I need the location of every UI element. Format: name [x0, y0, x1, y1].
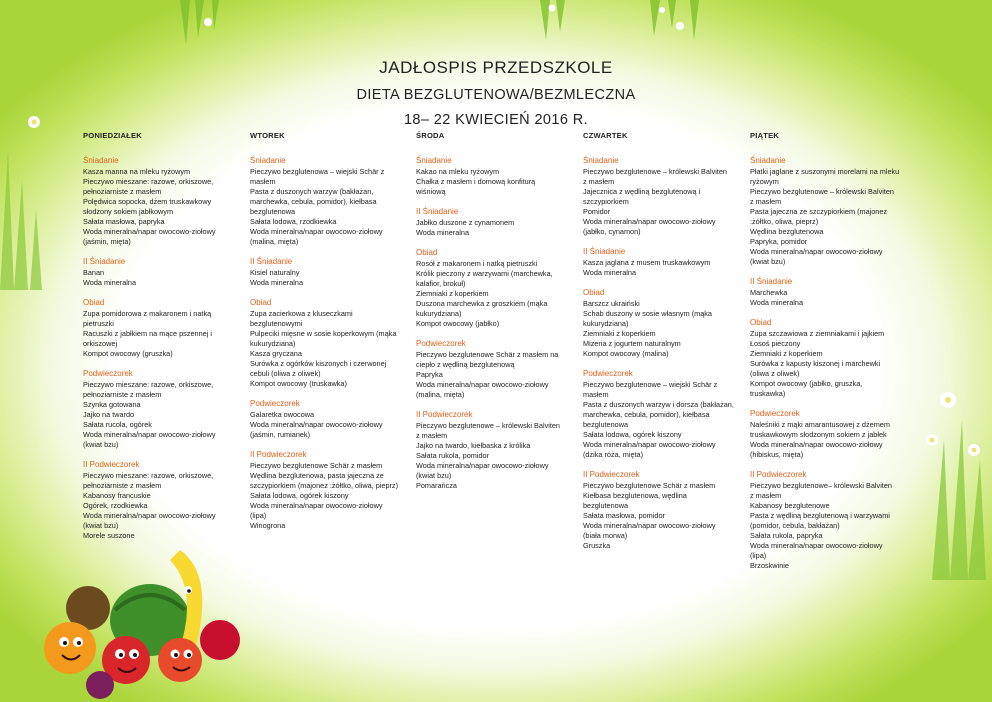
meal-item: Woda mineralna/napar owocowo-ziołowy [416, 461, 549, 470]
meal-item: Jajecznica z wędliną bezglutenową i [583, 187, 701, 196]
meal-item: Ogórek, rzodkiewka [83, 501, 148, 510]
meal-item: kukurydziana) [583, 319, 629, 328]
meal-title: II Śniadanie [750, 277, 793, 286]
meal-title: II Podwieczorek [250, 450, 307, 459]
meal-title: II Podwieczorek [583, 470, 640, 479]
meal-item: Płatki jaglane z suszonymi morelami na mleku [750, 167, 900, 176]
meal-item: Jajko na twardo [83, 410, 135, 419]
meal-title: II Śniadanie [583, 247, 626, 256]
meal-item: Pieczywo mieszane: razowe, orkiszowe, [83, 380, 214, 389]
meal-item: Kisiel naturalny [250, 268, 300, 277]
meal-item: Pulpeciki mięsne w sosie koperkowym (mąka [250, 329, 397, 338]
meal-item: (jaśmin, rumianek) [250, 430, 311, 439]
meal-item: Woda mineralna/napar owocowo-ziołowy [250, 227, 383, 236]
meal-item: Szynka gotowana [83, 400, 141, 409]
day-column-piatek [750, 131, 910, 571]
meal-item: Pieczywo bezglutenowe Schär z masłem [250, 461, 383, 470]
meal-item: Kiełbasa bezglutenowa, wędlina [583, 491, 687, 500]
meal-title: II Podwieczorek [750, 470, 807, 479]
meal-item: Papryka [416, 370, 443, 379]
meal-item: truskawkowym słodzonym sokiem z jabłek [750, 430, 887, 439]
meal-item: kukurydziana) [416, 309, 462, 318]
meal-item: Sałata lodowa, ogórek kiszony [583, 430, 682, 439]
meal-title: II Podwieczorek [416, 410, 473, 419]
day-name: PIĄTEK [750, 131, 780, 140]
meal-item: Sałata rukola, papryka [750, 531, 823, 540]
meal-item: Zupa szczawiowa z ziemniakami i jajkiem [750, 329, 885, 338]
fruits-illustration [30, 520, 260, 702]
meal-title: Śniadanie [250, 156, 286, 165]
meal-item: Kompot owocowy (truskawka) [250, 379, 347, 388]
meal-item: słodzony sokiem jabłkowym [83, 207, 174, 216]
meal-item: (lipa) [750, 551, 767, 560]
meal-item: bezglutenowa [250, 207, 296, 216]
meal-item: Barszcz ukraiński [583, 299, 640, 308]
meal-item: Woda mineralna/napar owocowo-ziołowy [83, 227, 216, 236]
meal-item: bezglutenowa [583, 501, 629, 510]
meal-item: Zupa zacierkowa z kluseczkami [250, 309, 353, 318]
meal-item: Pieczywo bezglutenowe Schär z masłem [583, 481, 716, 490]
meal-title: II Śniadanie [416, 207, 459, 216]
meal-item: (biała morwa) [583, 531, 628, 540]
meal-title: Śniadanie [83, 156, 119, 165]
meal-item: Racuszki z jabłkiem na mące pszennej i [83, 329, 212, 338]
meal-item: Kompot owocowy (malina) [583, 349, 669, 358]
meal-title: Śniadanie [750, 156, 786, 165]
meal-item: masłem [250, 177, 276, 186]
meal-item: Surówka z ogórków kiszonych i czerwonej [250, 359, 387, 368]
meal-title: Podwieczorek [583, 369, 633, 378]
meal-title: Obiad [750, 318, 772, 327]
meal-item: cebuli (oliwa z oliwek) [250, 369, 321, 378]
meal-item: szczypiorkiem (majonez :żółtko, oliwa, pieprz) [250, 481, 399, 490]
meal-item: Pieczywo bezglutenowa – wiejski Schär z [250, 167, 385, 176]
meal-title: II Śniadanie [250, 257, 293, 266]
day-column-poniedzialek [83, 131, 233, 541]
meal-item: Kompot owocowy (jabłko, gruszka, [750, 379, 863, 388]
meal-item: Sałata masłowa, papryka [83, 217, 165, 226]
meal-item: (kwiat bzu) [750, 257, 786, 266]
meal-item: Ziemniaki z koperkiem [416, 289, 489, 298]
meal-title: Śniadanie [416, 156, 452, 165]
day-column-sroda [416, 131, 574, 491]
meal-item: Mizeria z jogurtem naturalnym [583, 339, 681, 348]
meal-title: Podwieczorek [83, 369, 133, 378]
meal-item: Rosół z makaronem i natką pietruszki [416, 259, 538, 268]
meal-item: :żółtko, oliwa, pieprz) [750, 217, 819, 226]
day-name: CZWARTEK [583, 131, 628, 140]
meal-item: bezglutenowymi [250, 319, 303, 328]
day-column-czwartek [583, 131, 741, 551]
meal-item: Banan [83, 268, 105, 277]
meal-item: bezglutenowa [583, 420, 629, 429]
meal-item: Kabanosy bezglutenowe [750, 501, 830, 510]
meal-title: Obiad [583, 288, 605, 297]
meal-title: Podwieczorek [750, 409, 800, 418]
meal-title: II Podwieczorek [83, 460, 140, 469]
meal-item: Galaretka owocowa [250, 410, 315, 419]
meal-item: Winogrona [250, 521, 286, 530]
meal-item: Sałata lodowa, ogórek kiszony [250, 491, 349, 500]
meal-item: Woda mineralna/napar owocowo-ziołowy [583, 521, 716, 530]
meal-title: Podwieczorek [250, 399, 300, 408]
meal-item: Wędlina bezglutenowa, pasta jajeczna ze [250, 471, 384, 480]
meal-item: marchewka, cebula, pomidor), kiełbasa [250, 197, 377, 206]
meal-item: (kwiat bzu) [83, 440, 119, 449]
meal-item: Wędlina bezglutenowa [750, 227, 824, 236]
meal-item: Schab duszony w sosie własnym (mąka [583, 309, 712, 318]
meal-item: kalafior, brokuł) [416, 279, 466, 288]
meal-item: Ziemniaki z koperkiem [583, 329, 656, 338]
meal-item: Woda mineralna/napar owocowo-ziołowy [83, 511, 216, 520]
meal-item: Woda mineralna [583, 268, 636, 277]
meal-item: Woda mineralna/napar owocowo-ziołowy [750, 440, 883, 449]
meal-item: Woda mineralna/napar owocowo-ziołowy [416, 380, 549, 389]
meal-item: Woda mineralna [83, 278, 136, 287]
meal-item: Pieczywo bezglutenowe Schär z masłem na [416, 350, 559, 359]
day-name: WTOREK [250, 131, 285, 140]
meal-item: Pieczywo bezglutenowe – królewski Balviten [583, 167, 727, 176]
meal-item: pietruszki [83, 319, 114, 328]
meal-item: (lipa) [250, 511, 267, 520]
meal-item: (malina, mięta) [416, 390, 465, 399]
meal-item: Chałka z masłem i domową konfiturą [416, 177, 536, 186]
meal-item: (jaśmin, mięta) [83, 237, 131, 246]
day-name: PONIEDZIAŁEK [83, 131, 142, 140]
meal-item: pełnoziarniste z masłem [83, 481, 162, 490]
grass-left-decoration [0, 110, 60, 290]
meal-item: ciepło z wędliną bezglutenową [416, 360, 515, 369]
meal-item: Sałata masłowa, pomidor [583, 511, 665, 520]
meal-title: Śniadanie [583, 156, 619, 165]
meal-item: Surówka z kapusty kiszonej i marchewki [750, 359, 881, 368]
meal-item: Kasza jaglana z musem truskawkowym [583, 258, 711, 267]
meal-item: (dzika róża, mięta) [583, 450, 644, 459]
meal-item: pełnoziarniste z masłem [83, 390, 162, 399]
meal-item: Kabanosy francuskie [83, 491, 151, 500]
meal-item: Woda mineralna/napar owocowo-ziołowy [583, 217, 716, 226]
menu-header [0, 58, 992, 128]
meal-item: Brzoskwinie [750, 561, 789, 570]
meal-item: Pieczywo mieszane: razowe, orkiszowe, [83, 471, 214, 480]
meal-item: truskawka) [750, 389, 786, 398]
day-name: ŚRODA [416, 131, 445, 140]
meal-item: Kakao na mleku ryżowym [416, 167, 500, 176]
meal-item: Woda mineralna [750, 298, 803, 307]
page-title: JADŁOSPIS PRZEDSZKOLE [379, 58, 613, 77]
meal-item: Woda mineralna/napar owocowo-ziołowy [750, 541, 883, 550]
meal-item: Duszona marchewka z groszkiem (mąka [416, 299, 548, 308]
meal-item: Sałata rucola, ogórek [83, 420, 152, 429]
meal-item: Pieczywo bezglutenowe – królewski Balviten [416, 421, 560, 430]
meal-item: Jajko na twardo, kiełbaska z królika [416, 441, 531, 450]
meal-item: (hibiskus, mięta) [750, 450, 804, 459]
meal-item: (kwiat bzu) [83, 521, 119, 530]
meal-item: Pasta z duszonych warzyw i dorsza (bakłażan, [583, 400, 734, 409]
grass-decoration [0, 0, 992, 60]
grass-right-decoration [922, 380, 992, 580]
meal-item: Pieczywo bezglutenowe– królewski Balviten [750, 481, 892, 490]
meal-item: Papryka, pomidor [750, 237, 808, 246]
meal-item: Woda mineralna/napar owocowo-ziołowy [250, 420, 383, 429]
meal-item: ryżowym [750, 177, 779, 186]
meal-item: Gruszka [583, 541, 611, 550]
meal-item: z masłem [416, 431, 448, 440]
meal-item: Pieczywo bezglutenowe – wiejski Schär z [583, 380, 718, 389]
day-column-wtorek [250, 131, 408, 531]
meal-item: masłem [583, 390, 609, 399]
meal-item: Pasta z duszonych warzyw (bakłażan, [250, 187, 374, 196]
meal-item: Łosoś pieczony [750, 339, 801, 348]
meal-item: Kasza manna na mleku ryżowym [83, 167, 191, 176]
meal-item: Kompot owocowy (jabłko) [416, 319, 500, 328]
meal-item: Sałata rukola, pomidor [416, 451, 490, 460]
meal-title: Obiad [83, 298, 105, 307]
meal-item: z masłem [750, 197, 782, 206]
meal-title: Podwieczorek [416, 339, 466, 348]
meal-item: Polędwica sopocka, dżem truskawkowy [83, 197, 212, 206]
meal-item: Woda mineralna/napar owocowo-ziołowy [250, 501, 383, 510]
meal-item: z masłem [750, 491, 782, 500]
meal-item: Woda mineralna [416, 228, 469, 237]
date-range: 18– 22 KWIECIEŃ 2016 R. [403, 112, 589, 128]
meal-item: Pomarańcza [416, 481, 457, 490]
meal-item: (jabłko, cynamon) [583, 227, 641, 236]
meal-item: (malina, mięta) [250, 237, 299, 246]
meal-item: Marchewka [750, 288, 788, 297]
meal-item: Kompot owocowy (gruszka) [83, 349, 173, 358]
meal-item: Woda mineralna/napar owocowo-ziołowy [583, 440, 716, 449]
meal-item: (oliwa z oliwek) [750, 369, 800, 378]
meal-item: Sałata lodowa, rzodkiewka [250, 217, 337, 226]
meal-title: Obiad [416, 248, 438, 257]
meal-item: Pomidor [583, 207, 611, 216]
meal-item: Woda mineralna/napar owocowo-ziołowy [83, 430, 216, 439]
meal-item: (pomidor, cebula, bakłażan) [750, 521, 840, 530]
meal-item: kukurydziana) [250, 339, 296, 348]
meal-item: Woda mineralna/napar owocowo-ziołowy [750, 247, 883, 256]
diet-subtitle: DIETA BEZGLUTENOWA/BEZMLECZNA [356, 87, 636, 103]
meal-item: pełnoziarniste z masłem [83, 187, 162, 196]
meal-item: Kasza gryczana [250, 349, 302, 358]
meal-item: Ziemniaki z koperkiem [750, 349, 823, 358]
meal-item: Pasta jajeczna ze szczypiorkiem (majonez [750, 207, 888, 216]
meal-item: Jabłko duszone z cynamonem [416, 218, 515, 227]
meal-item: orkiszowej [83, 339, 118, 348]
meal-item: wiśniową [416, 187, 446, 196]
meal-item: Naleśniki z mąki amarantusowej z dżemem [750, 420, 890, 429]
meal-item: szczypiorkiem [583, 197, 629, 206]
meal-item: (kwiat bzu) [416, 471, 452, 480]
meal-item: z masłem [583, 177, 615, 186]
meal-item: Pieczywo mieszane: razowe, orkiszowe, [83, 177, 214, 186]
meal-item: Pieczywo bezglutenowe – królewski Balviten [750, 187, 894, 196]
meal-item: Zupa pomidorowa z makaronem i natką [83, 309, 212, 318]
meal-title: Obiad [250, 298, 272, 307]
meal-item: Morele suszone [83, 531, 135, 540]
meal-item: Królik pieczony z warzywami (marchewka, [416, 269, 553, 278]
meal-item: Pasta z wędliną bezglutenową i warzywami [750, 511, 890, 520]
meal-title: II Śniadanie [83, 257, 126, 266]
meal-item: Woda mineralna [250, 278, 303, 287]
meal-item: marchewka, cebula, pomidor), kiełbasa [583, 410, 710, 419]
